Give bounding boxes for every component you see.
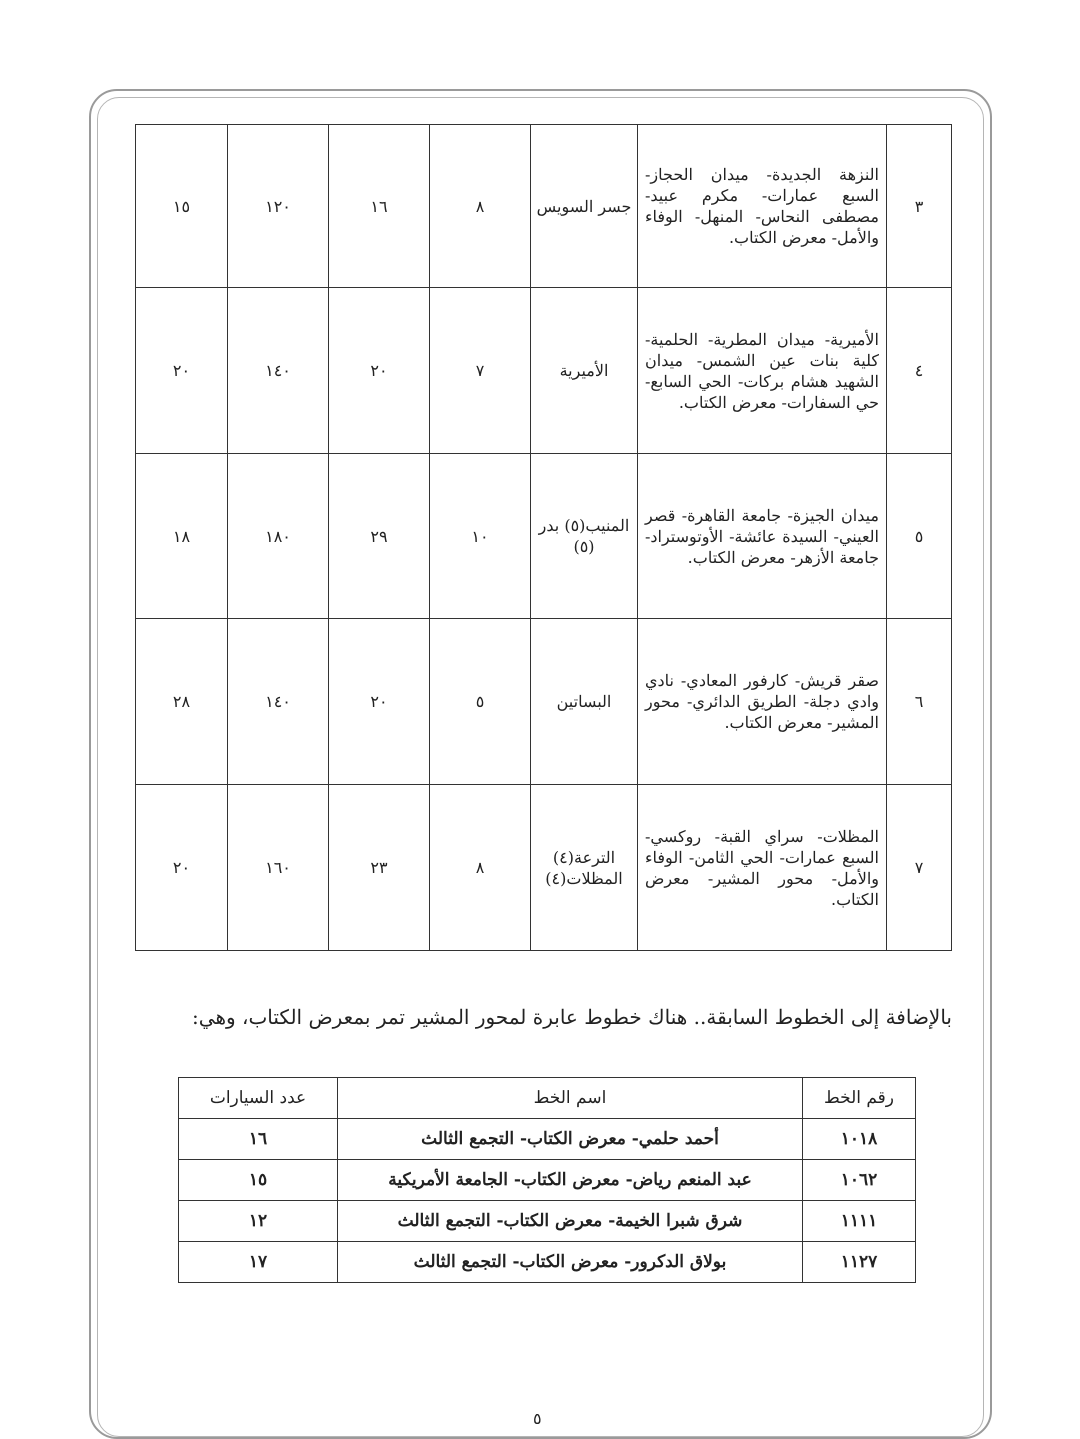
- route-depot: الأميرية: [531, 288, 638, 454]
- line-name: شرق شبرا الخيمة- معرض الكتاب- التجمع الثالث: [338, 1201, 803, 1242]
- route-value-1: ١٠: [430, 454, 531, 619]
- route-stations: ميدان الجيزة- جامعة القاهرة- قصر العيني- السيدة عائشة- الأوتوستراد- جامعة الأزهر- معرض الكتاب.: [638, 454, 887, 619]
- table-row: [179, 1119, 916, 1160]
- route-value-3: ١٢٠: [228, 125, 329, 288]
- line-number: ١١١١: [803, 1201, 916, 1242]
- car-count: ١٥: [179, 1160, 338, 1201]
- routes-table: [135, 124, 952, 951]
- route-value-1: ٨: [430, 785, 531, 951]
- route-value-2: ٢٠: [329, 619, 430, 785]
- route-depot: جسر السويس: [531, 125, 638, 288]
- route-depot: البساتين: [531, 619, 638, 785]
- route-number: ٧: [887, 785, 952, 951]
- line-number: ١٠٦٢: [803, 1160, 916, 1201]
- crossing-lines-note: بالإضافة إلى الخطوط السابقة.. هناك خطوط عابرة لمحور المشير تمر بمعرض الكتاب، وهي:: [192, 1005, 952, 1029]
- car-count: ١٧: [179, 1242, 338, 1283]
- route-stations: النزهة الجديدة- ميدان الحجاز- السبع عمارات- مكرم عبيد- مصطفى النحاس- المنهل- الوفاء والأمل- معرض الكتاب.: [638, 125, 887, 288]
- line-name: عبد المنعم رياض- معرض الكتاب- الجامعة الأمريكية: [338, 1160, 803, 1201]
- table-row: [136, 288, 952, 454]
- route-stations: الأميرية- ميدان المطرية- الحلمية- كلية بنات عين الشمس- ميدان الشهيد هشام بركات- الحي السابع- حي السفارات- معرض الكتاب.: [638, 288, 887, 454]
- table-row: [179, 1201, 916, 1242]
- line-name: أحمد حلمي- معرض الكتاب- التجمع الثالث: [338, 1119, 803, 1160]
- car-count: ١٢: [179, 1201, 338, 1242]
- header-car-count: عدد السيارات: [179, 1078, 338, 1119]
- route-depot: الترعة(٤) المظلات(٤): [531, 785, 638, 951]
- route-depot: المنيب(٥) بدر (٥): [531, 454, 638, 619]
- route-value-2: ٢٠: [329, 288, 430, 454]
- route-value-2: ٢٩: [329, 454, 430, 619]
- route-value-4: ٢٨: [136, 619, 228, 785]
- route-stations: صقر قريش- كارفور المعادي- نادي وادي دجلة- الطريق الدائري- محور المشير- معرض الكتاب.: [638, 619, 887, 785]
- route-number: ٤: [887, 288, 952, 454]
- page-number: ٥: [533, 1414, 542, 1424]
- route-number: ٦: [887, 619, 952, 785]
- route-value-4: ١٨: [136, 454, 228, 619]
- route-value-2: ٢٣: [329, 785, 430, 951]
- route-value-4: ٢٠: [136, 288, 228, 454]
- route-number: ٥: [887, 454, 952, 619]
- route-number: ٣: [887, 125, 952, 288]
- route-value-4: ١٥: [136, 125, 228, 288]
- route-value-1: ٨: [430, 125, 531, 288]
- route-value-3: ١٦٠: [228, 785, 329, 951]
- header-line-name: اسم الخط: [338, 1078, 803, 1119]
- table-row: [179, 1160, 916, 1201]
- line-name: بولاق الدكرور- معرض الكتاب- التجمع الثالث: [338, 1242, 803, 1283]
- line-number: ١١٢٧: [803, 1242, 916, 1283]
- table-row: [136, 785, 952, 951]
- header-line-number: رقم الخط: [803, 1078, 916, 1119]
- line-number: ١٠١٨: [803, 1119, 916, 1160]
- route-value-2: ١٦: [329, 125, 430, 288]
- route-value-3: ١٤٠: [228, 619, 329, 785]
- route-value-3: ١٨٠: [228, 454, 329, 619]
- route-value-1: ٧: [430, 288, 531, 454]
- route-stations: المظلات- سراي القبة- روكسي- السبع عمارات- الحي الثامن- الوفاء والأمل- محور المشير- معرض الكتاب.: [638, 785, 887, 951]
- table-row: [136, 619, 952, 785]
- route-value-1: ٥: [430, 619, 531, 785]
- table-row: [136, 125, 952, 288]
- car-count: ١٦: [179, 1119, 338, 1160]
- route-value-4: ٢٠: [136, 785, 228, 951]
- crossing-lines-table: [178, 1077, 916, 1283]
- route-value-3: ١٤٠: [228, 288, 329, 454]
- table-header-row: [179, 1078, 916, 1119]
- table-row: [136, 454, 952, 619]
- table-row: [179, 1242, 916, 1283]
